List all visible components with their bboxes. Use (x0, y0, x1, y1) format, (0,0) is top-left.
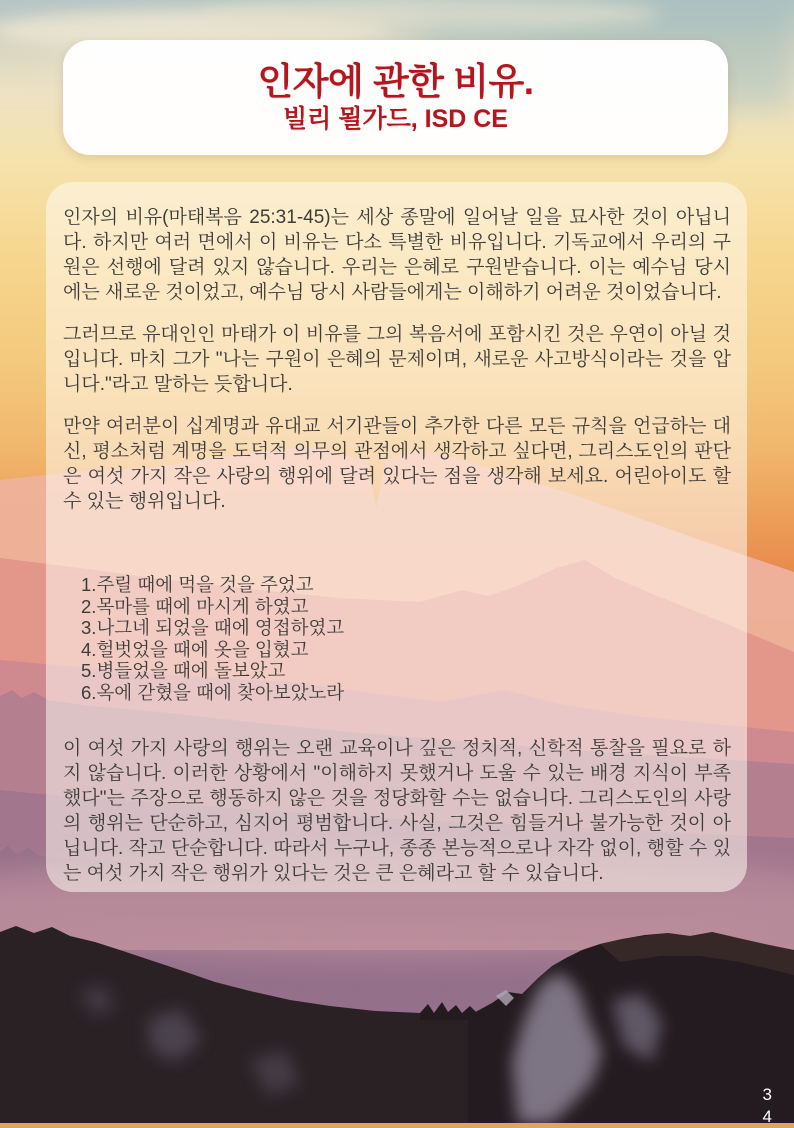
paragraph-3: 만약 여러분이 십계명과 유대교 서기관들이 추가한 다른 모든 규칙을 언급하는 대신, 평소처럼 계명을 도덕적 의무의 관점에서 생각하고 싶다면, 그리스도인의 판단은 여섯 가지 작은 사랑의 행위에 달려 있다는 점을 생각해 보세요. 어린아이도 할 수 있는 행위입니다. (63, 416, 731, 512)
page-number-top: 3 (762, 1085, 772, 1104)
list-item: 목마를 때에 마시게 하였고 (96, 595, 309, 617)
page-number-bottom: 4 (762, 1107, 772, 1126)
list-item: 병들었을 때에 돌보았고 (96, 660, 286, 682)
list-item: 옥에 갇혔을 때에 찾아보았노라 (96, 681, 345, 703)
list-item: 나그네 되었을 때에 영접하였고 (96, 617, 345, 639)
page-subtitle: 빌리 묄가드, ISD CE (283, 105, 508, 134)
page-title: 인자에 관한 비유. (257, 60, 534, 102)
title-card (63, 40, 728, 155)
page-numbers (763, 1084, 772, 1128)
paragraph-1: 인자의 비유(마태복음 25:31-45)는 세상 종말에 일어날 일을 묘사한 것이 아닙니다. 하지만 여러 면에서 이 비유는 다소 특별한 비유입니다. 기독교에서 우리의 구원은 선행에 달려 있지 않습니다. 우리는 은혜로 구원받습니다. 이는 예수님 당시에는 새로운 것이었고, 예수님 당시 사람들에게는 이해하기 어려운 것이었습니다. (63, 207, 731, 303)
body-card (46, 182, 747, 892)
closing-paragraph: 이 여섯 가지 사랑의 행위는 오랜 교육이나 깊은 정치적, 신학적 통찰을 필요로 하지 않습니다. 이러한 상황에서 "이해하지 못했거나 도울 수 있는 배경 지식이 부족했다"는 주장으로 행동하지 않은 것을 정당화할 수는 없습니다. 그리스도인의 사랑의 행위는 단순하고, 심지어 평범합니다. 사실, 그것은 힘들거나 불가능한 것이 아닙니다. 작고 단순합니다. 따라서 누구나, 종종 본능적으로나 자각 없이, 행할 수 있는 여섯 가지 작은 행위가 있다는 것은 큰 은혜라고 할 수 있습니다. (63, 737, 731, 884)
list-item: 주릴 때에 먹을 것을 주었고 (96, 574, 314, 595)
paragraph-2: 그러므로 유대인인 마태가 이 비유를 그의 복음서에 포함시킨 것은 우연이 아닐 것입니다. 마치 그가 "나는 구원이 은혜의 문제이며, 새로운 사고방식이라는 것을 압니다."라고 말하는 듯합니다. (63, 324, 731, 395)
list-item: 헐벗었을 때에 옷을 입혔고 (96, 638, 309, 660)
acts-of-love-list (63, 574, 731, 704)
